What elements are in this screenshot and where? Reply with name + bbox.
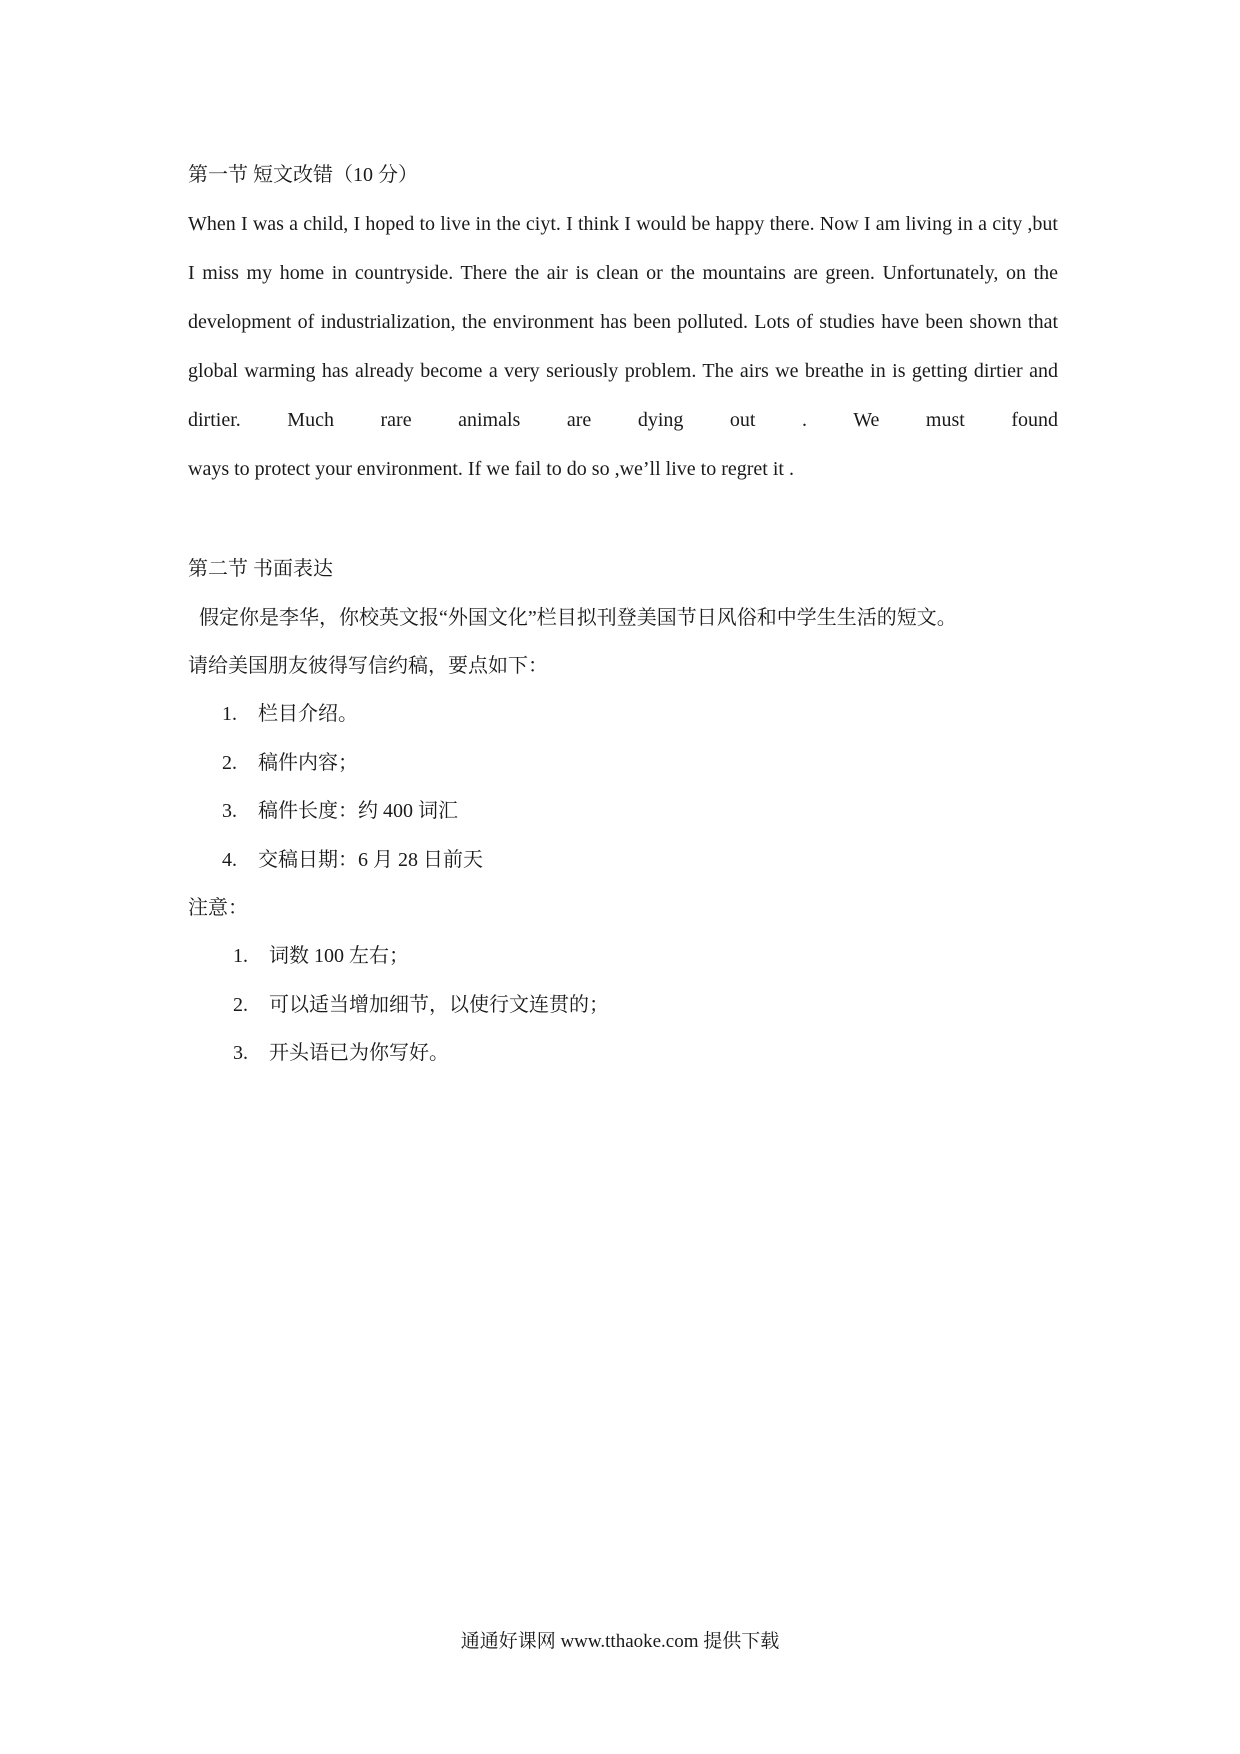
paragraph-line-6: ways to protect your environment. If we fail to do so ,we’ll live to regret it . <box>188 458 794 480</box>
note-item-1 <box>233 942 409 970</box>
paragraph-line-3: Unfortunately, on the development of industrialization, the environment has been polluted. Lots of <box>188 262 1059 333</box>
note-item-3 <box>233 1039 449 1067</box>
paragraph-line-4: studies have been shown that global warming has already become a very seriously problem. The <box>188 311 1059 382</box>
note-text: 开头语已为你写好。 <box>269 1042 449 1064</box>
paragraph-line-5: airs we breathe in is getting dirtier and dirtier. Much rare animals are dying out . We must found <box>188 360 1059 431</box>
point-number: 1. <box>222 703 237 725</box>
point-number: 2. <box>222 752 237 774</box>
point-text: 栏目介绍。 <box>258 703 358 725</box>
section2-heading: 第二节 书面表达 <box>188 558 333 580</box>
note-text: 可以适当增加细节，以使行文连贯的； <box>269 994 609 1016</box>
point-number: 4. <box>222 849 237 871</box>
note-item-2 <box>233 991 609 1019</box>
notes-label: 注意： <box>188 897 248 919</box>
section1-heading: 第一节 短文改错（10 分） <box>188 164 418 186</box>
point-text: 稿件长度：约 400 词汇 <box>258 800 458 822</box>
point-text: 交稿日期：6 月 28 日前天 <box>258 849 483 871</box>
point-text: 稿件内容； <box>258 752 358 774</box>
note-number: 1. <box>233 945 248 967</box>
paragraph-line-1: When I was a child, I hoped to live in the ciyt. I think I would be happy there. Now I am living in <box>188 213 973 235</box>
section2-intro-line-2: 请给美国朋友彼得写信约稿，要点如下： <box>188 655 548 677</box>
point-item-3 <box>222 797 458 825</box>
note-number: 3. <box>233 1042 248 1064</box>
section1-paragraph <box>188 200 1058 494</box>
note-number: 2. <box>233 994 248 1016</box>
page-footer: 通通好课网 www.tthaoke.com 提供下载 <box>460 1631 780 1652</box>
section2-intro-line-1: 假定你是李华，你校英文报“外国文化”栏目拟刊登美国节日风俗和中学生生活的短文。 <box>199 607 957 629</box>
paragraph-line-2: a city ,but I miss my home in countryside. There the air is clean or the mountains are green. <box>188 213 1058 284</box>
point-item-1 <box>222 700 358 728</box>
point-item-2 <box>222 749 358 777</box>
point-item-4 <box>222 846 483 874</box>
point-number: 3. <box>222 800 237 822</box>
note-text: 词数 100 左右； <box>269 945 409 967</box>
